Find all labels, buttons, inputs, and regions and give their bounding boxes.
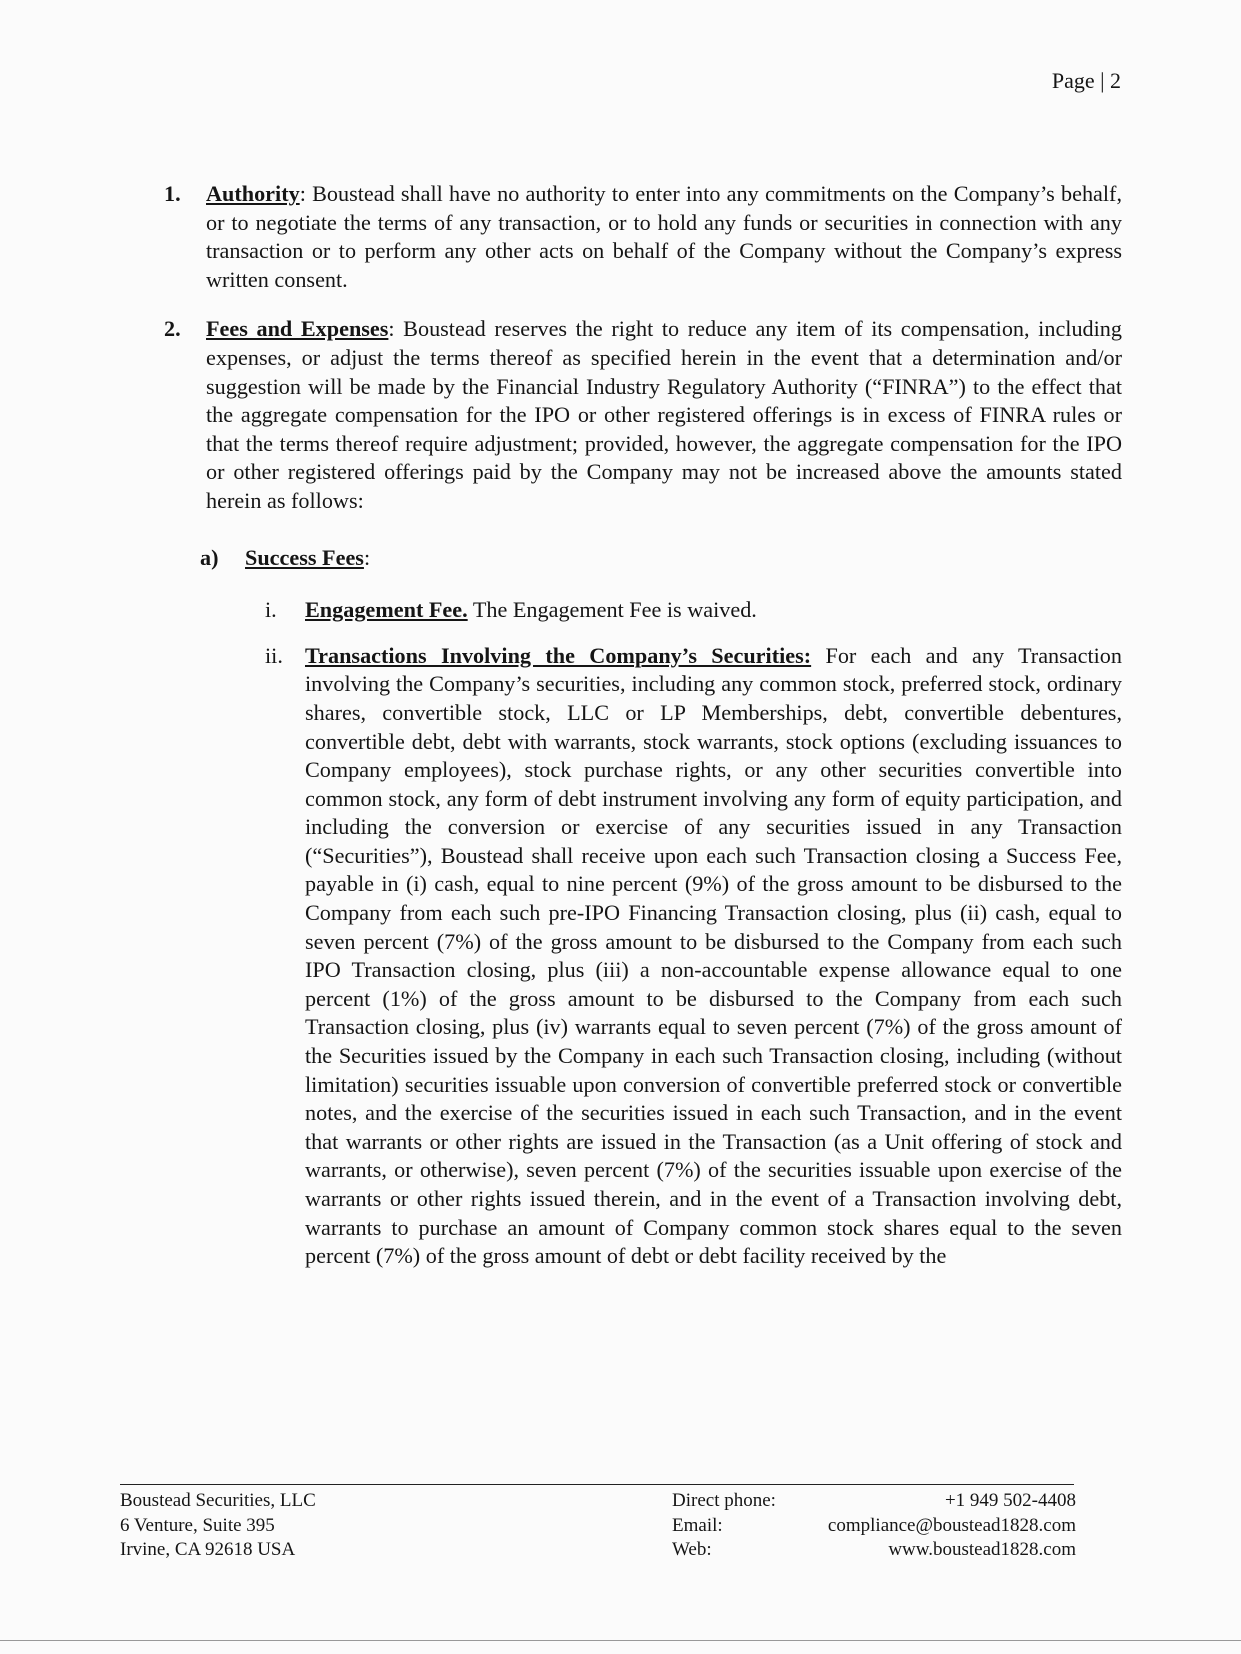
heading-separator: : — [299, 181, 306, 206]
section-number: 2. — [164, 316, 181, 342]
contact-value: +1 949 502-4408 — [944, 1490, 1076, 1511]
section-heading: Fees and Expenses — [206, 316, 389, 342]
contact-row-email — [672, 1514, 1076, 1539]
item-paragraph — [305, 596, 1122, 625]
subsection-title: Success Fees — [245, 544, 364, 570]
section-paragraph — [206, 180, 1122, 294]
section-heading: Authority — [206, 181, 300, 206]
contact-value: compliance@boustead1828.com — [827, 1514, 1076, 1536]
heading-separator: : — [388, 316, 395, 342]
list-item-transactions-securities — [265, 642, 1122, 1271]
scan-edge-line — [0, 1640, 1241, 1641]
subsection-success-fees — [200, 544, 1122, 1271]
section-text: Boustead reserves the right to reduce any item of its compensation, including expenses, or adjust the terms thereof as specified herein in the event that a determination and/or suggestion will be made by the Financial Industry Regulatory Authority (“FINRA”) to the effect that the aggregate compensation for the IPO or other registered offerings is in excess of FINRA rules or that the terms thereof require adjustment; provided, however, the aggregate compensation for the IPO or other registered offerings paid by the Company may not be increased above the amounts stated herein as follows: — [206, 316, 1122, 513]
contact-label: Email: — [672, 1514, 723, 1536]
item-text: The Engagement Fee is waived. — [467, 597, 757, 623]
footer-divider — [120, 1484, 1074, 1485]
section-paragraph — [206, 315, 1122, 515]
footer-address-line2: Irvine, CA 92618 USA — [120, 1539, 296, 1560]
contact-label: Web: — [672, 1539, 712, 1560]
contact-row-web — [672, 1538, 1076, 1563]
item-text: For each and any Transaction involving the Company’s securities, including any common stock, preferred stock, ordinary shares, convertible stock, LLC or LP Memberships, debt, convertible debentures, convertible debt, debt with warrants, stock warrants, stock options (excluding issuances to Company employees), stock purchase rights, or any other securities convertible into common stock, any form of debt instrument involving any form of equity participation, and including the conversion or exercise of any securities issued in any Transaction (“Securities”), Boustead shall receive upon each such Transaction closing a Success Fee, payable in (i) cash, equal to nine percent (9%) of the gross amount to be disbursed to the Company from each such pre-IPO Financing Transaction closing, plus (ii) cash, equal to seven percent (7%) of the gross amount to be disbursed to the Company from each such IPO Transaction closing, plus (iii) a non-accountable expense allowance equal to one percent (1%) of the gross amount to be disbursed to the Company from each such Transaction closing, plus (iv) warrants equal to seven percent (7%) of the gross amount of the Securities issued by the Company in each such Transaction closing, including (without limitation) securities issuable upon conversion of convertible preferred stock or convertible notes, and the exercise of the securities issued in each such Transaction, and in the event that warrants or other rights are issued in the Transaction (as a Unit offering of stock and warrants, or otherwise), seven percent (7%) of the securities issuable upon exercise of the warrants or other rights issued therein, and in the event of a Transaction involving debt, warrants to purchase an amount of Company common stock shares equal to the seven percent (7%) of the gross amount of debt or debt facility received by the — [305, 642, 1122, 1269]
footer-address-line1: 6 Venture, Suite 395 — [120, 1514, 275, 1536]
section-authority — [164, 180, 1122, 294]
item-label: i. — [265, 597, 277, 623]
section-number: 1. — [164, 181, 181, 206]
item-paragraph — [305, 642, 1122, 1271]
section-text: Boustead shall have no authority to enter into any commitments on the Company’s behalf, or to negotiate the terms of any transaction, or to hold any funds or securities in connection with any transaction or to perform any other acts on behalf of the Company without the Company’s express written consent. — [206, 181, 1122, 292]
item-label: ii. — [265, 642, 283, 668]
item-heading: Engagement Fee. — [305, 597, 468, 623]
section-fees-and-expenses — [164, 315, 1122, 1270]
success-fee-items — [265, 596, 1122, 1271]
subsection-label: a) — [200, 544, 219, 570]
contact-label: Direct phone: — [672, 1490, 776, 1511]
contact-value: www.boustead1828.com — [888, 1539, 1076, 1560]
footer-address — [120, 1489, 316, 1563]
contact-row-phone — [672, 1489, 1076, 1514]
document-body — [164, 180, 1122, 1288]
page-number: Page | 2 — [1051, 68, 1121, 93]
footer-contacts — [672, 1489, 1076, 1563]
subsection-separator: : — [363, 544, 371, 570]
footer-company: Boustead Securities, LLC — [120, 1490, 316, 1511]
list-item-engagement-fee — [265, 596, 1122, 625]
item-heading: Transactions Involving the Company’s Securities: — [305, 642, 812, 668]
